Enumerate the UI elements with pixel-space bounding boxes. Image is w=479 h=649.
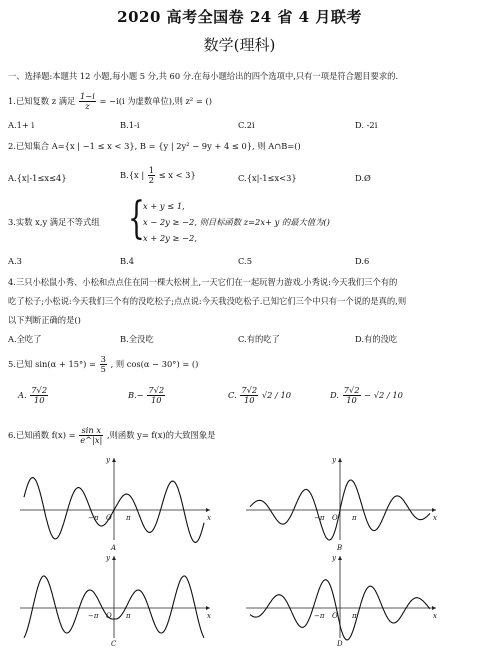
x-axis-label: x <box>433 514 437 522</box>
neg-pi-label: −π <box>88 612 99 620</box>
y-axis-arrow <box>338 458 342 462</box>
q5-opt-a-num: 7√2 <box>31 385 48 395</box>
q5-frac-num: 3 <box>100 354 106 364</box>
q3-brace: { <box>128 193 145 244</box>
y-axis-arrow <box>338 556 342 560</box>
origin-label: O <box>106 612 112 620</box>
q4-option-c: C.有的吃了 <box>238 334 280 344</box>
origin-label: O <box>332 612 338 620</box>
x-axis-arrow <box>206 606 210 610</box>
q5-fraction <box>100 355 107 374</box>
y-axis-arrow <box>112 458 116 462</box>
q1-option-b: B.1-i <box>120 120 140 130</box>
q6-frac-den: e^|x| <box>80 435 103 445</box>
neg-pi-label: −π <box>88 514 99 522</box>
neg-pi-label: −π <box>314 514 325 522</box>
q3-option-a: A.3 <box>8 256 22 266</box>
origin-label: O <box>332 514 338 522</box>
q2-optb-suffix: ≤ x < 3} <box>158 170 196 180</box>
q2-optb-prefix: B.{x | <box>120 170 145 180</box>
q5-opt-b-fraction <box>147 386 165 405</box>
q5-opt-b-num: 7√2 <box>148 385 165 395</box>
q1-fraction <box>79 92 96 111</box>
y-axis-label: y <box>332 554 336 562</box>
graph-letter: C <box>111 640 117 648</box>
q4-option-d: D.有的没吃 <box>355 334 398 344</box>
q5-opt-d-den: 10 <box>346 395 357 405</box>
q2-optb-den: 2 <box>148 175 155 185</box>
q5-opt-c-fraction <box>240 386 258 405</box>
q4-line-3: 以下判断正确的是() <box>8 315 81 325</box>
q1-suffix: = −i(i 为虚数单位),则 z² = () <box>99 96 212 106</box>
q3-condition-2: x − 2y ≥ −2, 则目标函数 z=2x+ y 的最大值为() <box>143 217 330 227</box>
q1-prefix: 1.已知复数 z 满足 <box>8 96 76 106</box>
q4-option-b: B.全没吃 <box>120 334 154 344</box>
q1-option-a: A.1+ i <box>8 120 35 130</box>
question-6 <box>8 426 473 445</box>
question-2: 2.已知集合 A={x | −1 ≤ x < 3}, B = {y | 2y² − 9y + 4 ≤ 0}, 则 A∩B=() <box>8 141 301 151</box>
q5-opt-d-letter: D. <box>330 390 339 400</box>
q5-prefix: 5.已知 sin(α + 15°) = <box>8 359 97 369</box>
q5-opt-a-letter: A. <box>18 390 27 400</box>
q6-frac-num: sin x <box>79 426 103 436</box>
q1-frac-num: 1−i <box>80 91 95 101</box>
q5-opt-c-den: 10 <box>243 395 255 405</box>
q2-option-a: A.{x|-1≤x≤4} <box>8 173 67 183</box>
q5-option-c <box>228 386 291 405</box>
q1-option-c: C.2i <box>238 120 255 130</box>
q1-option-d: D. -2i <box>355 120 378 130</box>
q5-opt-a-den: 10 <box>33 395 45 405</box>
graph-letter: D <box>337 640 343 648</box>
q6-fraction <box>79 426 103 445</box>
x-axis-arrow <box>206 508 210 512</box>
x-axis-label: x <box>207 612 211 620</box>
q4-line-2: 吃了松子;小松说:今天我们三个有的没吃松子;点点说:今天我没吃松子.已知它们三个中只有一个说的是真的,则 <box>8 296 407 306</box>
y-axis-label: y <box>106 456 110 464</box>
q3-prefix: 3.实数 x,y 满足不等式组 <box>8 217 100 227</box>
graph-b <box>244 452 454 552</box>
q5-opt-d-num: 7√2 <box>343 385 360 395</box>
q5-opt-d-extra: − √2 / 10 <box>364 390 403 400</box>
q5-opt-a-fraction <box>30 386 48 405</box>
q2-optb-fraction <box>148 166 155 185</box>
q5-opt-b-letter: B.− <box>128 390 144 400</box>
q5-option-b <box>128 386 166 405</box>
pos-pi-label: π <box>126 612 131 620</box>
neg-pi-label: −π <box>314 612 325 620</box>
graph-a <box>18 452 228 552</box>
q5-option-a <box>18 386 49 405</box>
q5-opt-c-letter: C. <box>228 390 237 400</box>
graph-d <box>244 550 454 648</box>
graph-letter: B <box>337 544 343 552</box>
page-title: 2020 高考全国卷 24 省 4 月联考 <box>117 8 362 26</box>
origin-label: O <box>106 514 112 522</box>
pos-pi-label: π <box>352 612 357 620</box>
page-subtitle: 数学(理科) <box>203 36 276 54</box>
q6-prefix: 6.已知函数 f(x) = <box>8 430 76 440</box>
x-axis-label: x <box>433 612 437 620</box>
pos-pi-label: π <box>352 514 357 522</box>
q5-opt-c-num: 7√2 <box>241 385 258 395</box>
q4-line-1: 4.三只小松鼠小秀、小松和点点住在同一棵大松树上,一天它们在一起玩智力游戏.小秀说:今天我们三个有的 <box>8 277 398 287</box>
instructions: 一、选择题:本题共 12 小题,每小题 5 分,共 60 分.在每小题给出的四个选项中,只有一项是符合题目要求的. <box>8 71 399 81</box>
x-axis-arrow <box>432 508 436 512</box>
q4-option-a: A.全吃了 <box>8 334 42 344</box>
q3-option-c: C.5 <box>238 256 252 266</box>
q3-option-d: D.6 <box>355 256 370 266</box>
q2-option-c: C.{x|-1≤x<3} <box>238 173 297 183</box>
y-axis-arrow <box>112 556 116 560</box>
question-1 <box>8 92 473 111</box>
q3-option-b: B.4 <box>120 256 135 266</box>
q5-option-d <box>330 386 403 405</box>
q5-opt-d-fraction <box>343 386 361 405</box>
question-5 <box>8 355 473 374</box>
q3-condition-1: x + y ≤ 1, <box>143 201 185 211</box>
q5-opt-b-den: 10 <box>150 395 162 405</box>
graph-letter: A <box>111 544 117 552</box>
q2-option-d: D.Ø <box>355 173 371 183</box>
q5-opt-c-extra: √2 / 10 <box>261 390 292 400</box>
q5-suffix: , 则 cos(α − 30°) = () <box>110 359 199 369</box>
q5-frac-den: 5 <box>100 364 106 374</box>
y-axis-label: y <box>332 456 336 464</box>
x-axis-arrow <box>432 606 436 610</box>
q2-option-b <box>120 166 196 185</box>
q3-condition-3: x + 2y ≥ −2, <box>143 233 197 243</box>
graph-c <box>18 550 228 648</box>
q6-suffix: ,则函数 y= f(x)的大致图象是 <box>106 430 216 440</box>
x-axis-label: x <box>207 514 211 522</box>
y-axis-label: y <box>106 554 110 562</box>
q1-frac-den: z <box>85 101 90 111</box>
q2-optb-num: 1 <box>148 165 155 175</box>
pos-pi-label: π <box>126 514 131 522</box>
